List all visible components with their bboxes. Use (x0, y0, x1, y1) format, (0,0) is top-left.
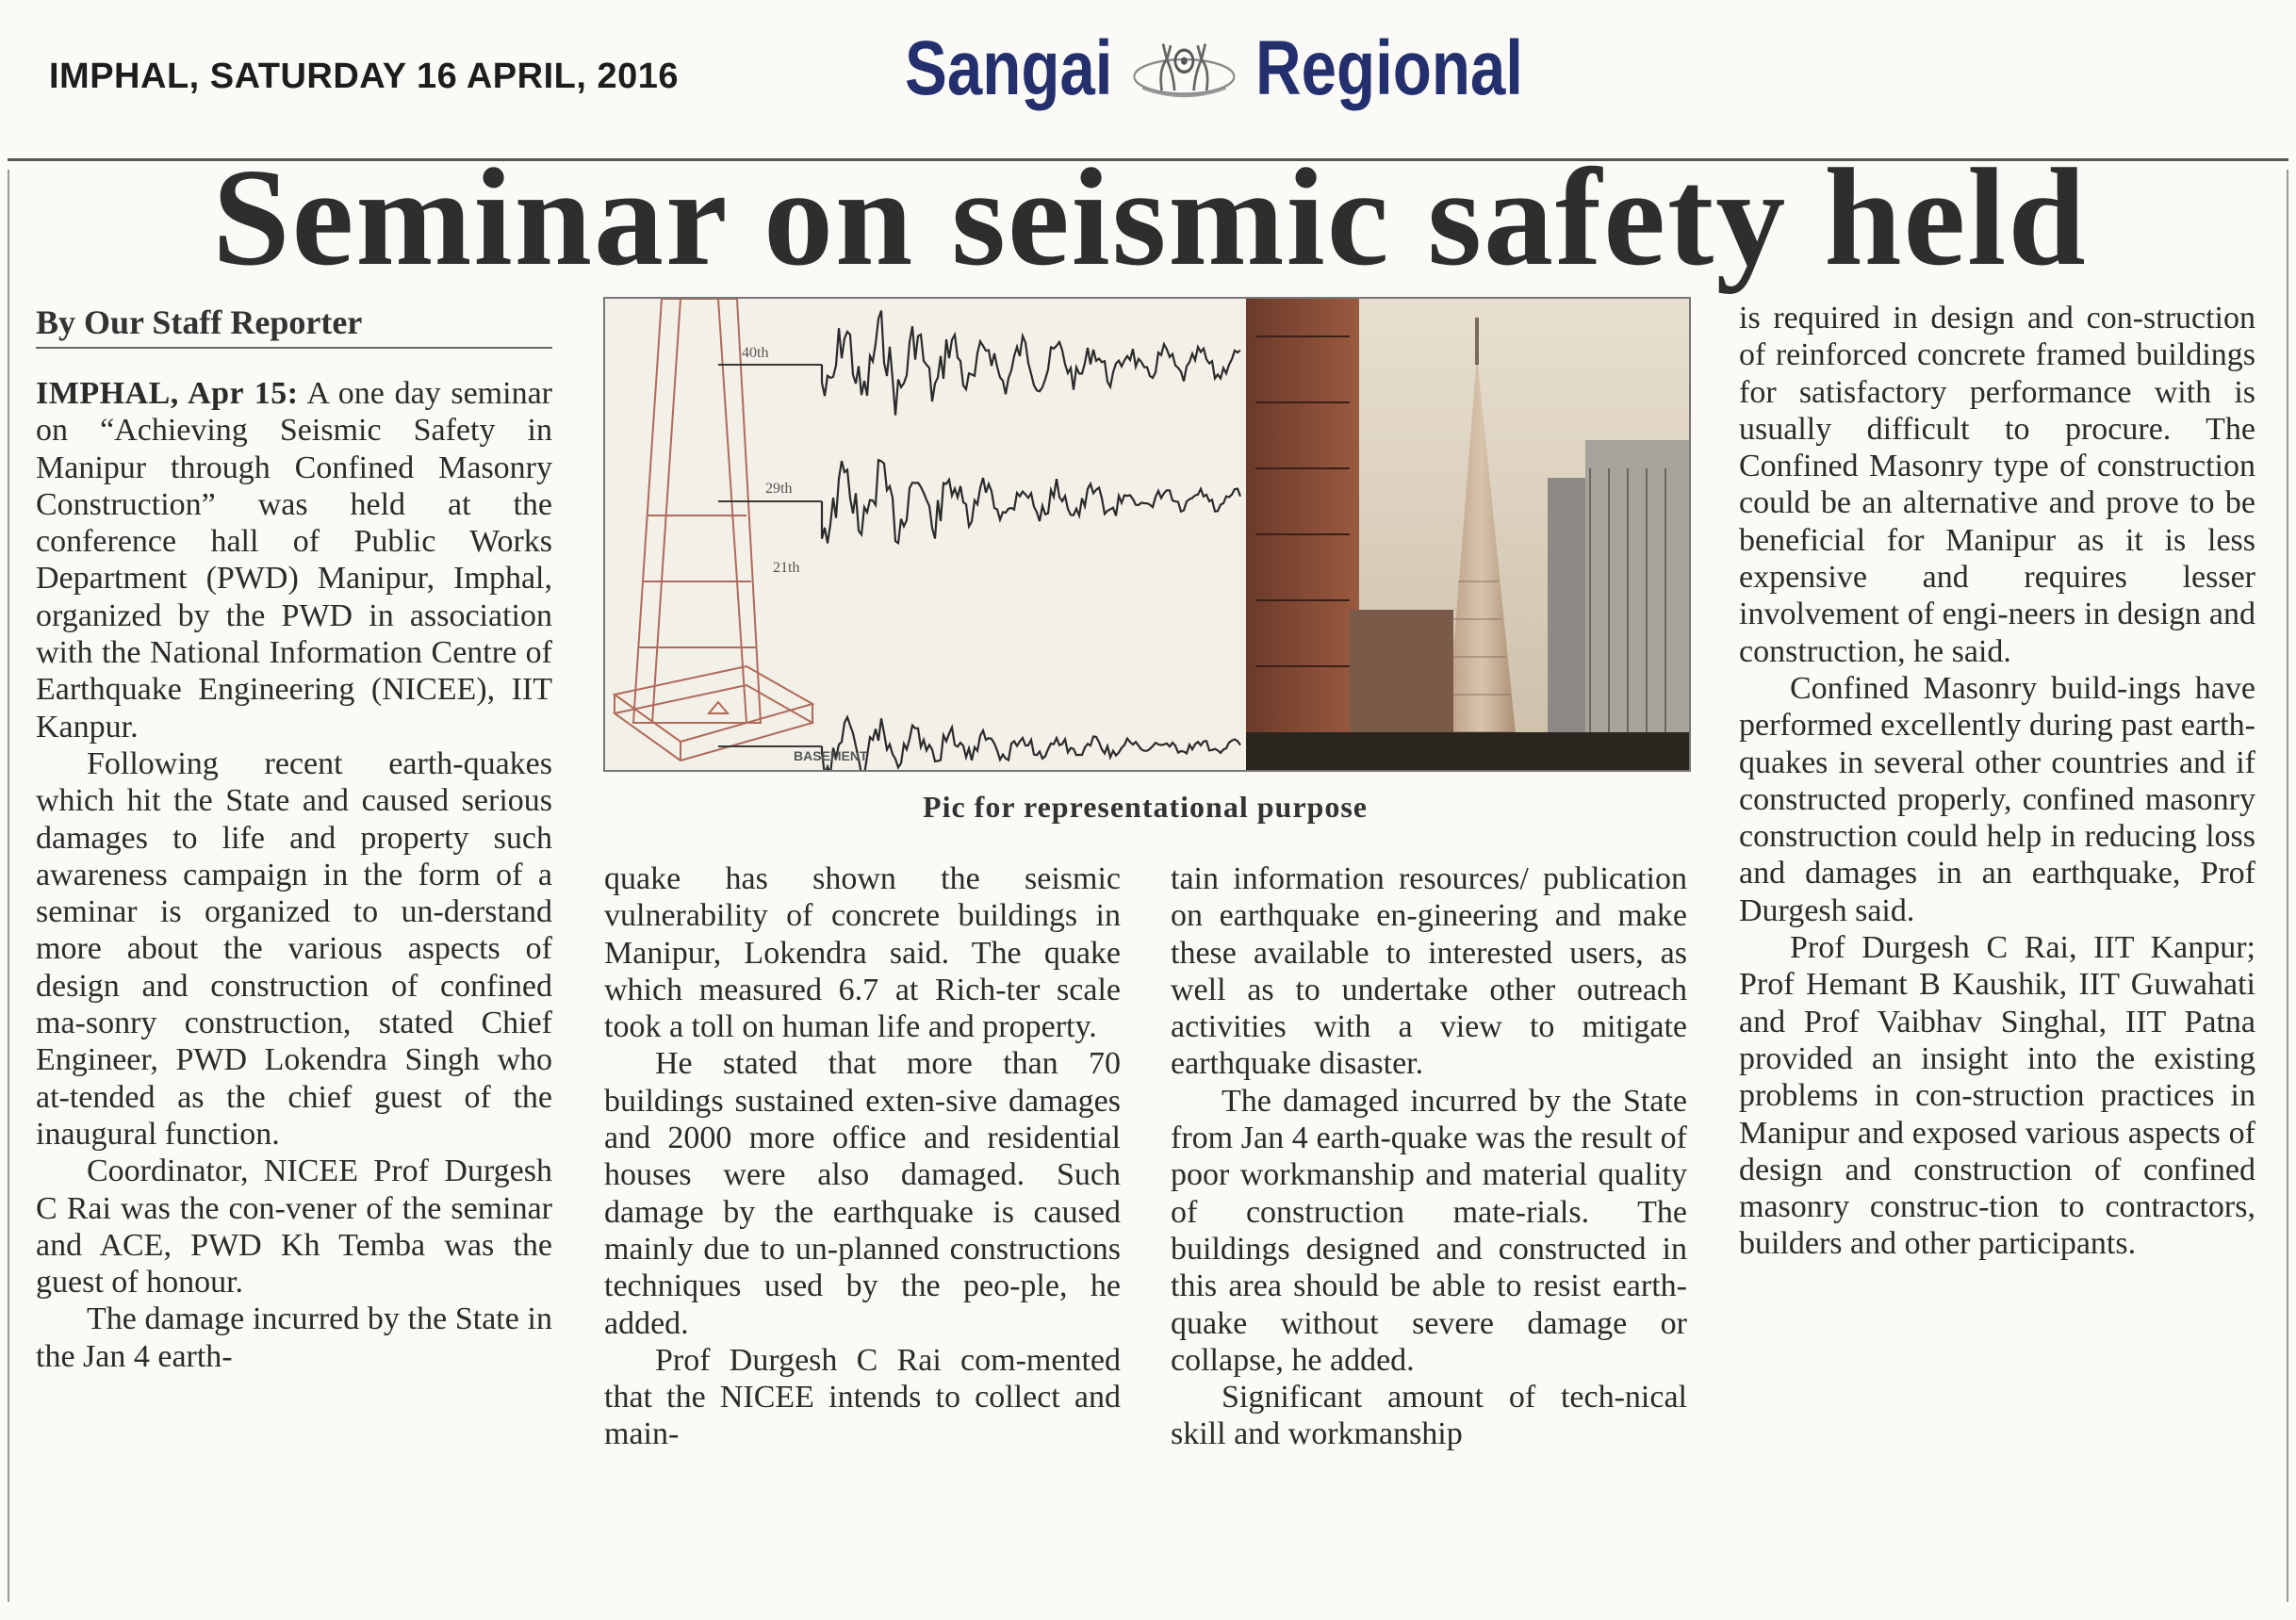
paragraph: Prof Durgesh C Rai com-mented that the NICEE intends to collect and main- (604, 1342, 1121, 1452)
paragraph: Confined Masonry build-ings have performed excellently during past earth-quakes in several other countries and if constructed properly, confined masonry construction could help in reducing loss and damages in an earthquake, Prof Durgesh said. (1739, 670, 2255, 928)
figure-label-mid1: 29th (765, 481, 793, 497)
representational-photo (603, 297, 1691, 772)
twin-deer-emblem-icon (1130, 22, 1239, 116)
article-column-3 (1171, 860, 1687, 1453)
paragraph-text: A one day seminar on “Achieving Seismic Safety in Manipur through Confined Masonry Construction” was held at the conference hall of Public Works Department (PWD) Manipur, Imphal, organized by the PWD in association with the National Information Centre of Earthquake Engineering (NICEE), IIT Kanpur. (36, 376, 552, 745)
paragraph: Prof Durgesh C Rai, IIT Kanpur; Prof Hemant B Kaushik, IIT Guwahati and Prof Vaibhav Singhal, IIT Patna provided an insight into the existing problems in con-struction practices in Manipur and exposed various aspects of design and construction of confined masonry construc-tion to contractors, builders and other participants. (1739, 930, 2255, 1262)
newspaper-masthead (905, 17, 1523, 121)
paragraph: tain information resources/ publication on earthquake en-gineering and make these available to interested users, as well as to undertake other outreach activities with a view to mitigate earthquake disaster. (1171, 861, 1687, 1082)
article-column-2 (604, 860, 1121, 1453)
paper-name-left: Sangai (905, 25, 1113, 111)
paragraph: Coordinator, NICEE Prof Durgesh C Rai was the con-vener of the seminar and ACE, PWD Kh Temba was the guest of honour. (36, 1154, 552, 1301)
article-column-4 (1739, 300, 2255, 1263)
paragraph: quake has shown the seismic vulnerability of concrete buildings in Manipur, Lokendra said. The quake which measured 6.7 at Rich-ter scale took a toll on human life and property. (604, 861, 1121, 1045)
headline: Seminar on seismic safety held (212, 140, 2088, 295)
figure-label-mid2: 21th (773, 560, 800, 576)
paragraph (36, 375, 552, 745)
dateline-lead: IMPHAL, Apr 15: (36, 376, 299, 411)
article-column-1 (36, 375, 552, 1375)
paper-name-right: Regional (1255, 25, 1523, 111)
dateline: IMPHAL, SATURDAY 16 APRIL, 2016 (49, 57, 680, 96)
figure-label-top: 40th (742, 345, 769, 361)
paragraph: Following recent earth-quakes which hit the State and caused serious damages to life and property such awareness campaign in the form of a seminar is organized to un-derstand more about the various aspects of design and construction of confined ma-sonry construction, stated Chief Engineer, PWD Lokendra Singh who at-tended as the chief guest of the inaugural function. (36, 745, 552, 1152)
page-edge-right (2287, 170, 2288, 1602)
photo-caption: Pic for representational purpose (923, 790, 1368, 824)
paragraph: The damage incurred by the State in the Jan 4 earth- (36, 1301, 552, 1374)
paragraph: is required in design and con-struction of reinforced concrete framed buildings for satisfactory performance with is usually difficult to procure. The Confined Masonry type of construction could be an alternative and prove to be beneficial for Manipur as it is less expensive and requires lesser involvement of engi-neers in design and construction, he said. (1739, 301, 2255, 669)
paragraph: Significant amount of tech-nical skill and workmanship (1171, 1380, 1687, 1452)
paragraph: The damaged incurred by the State from Jan 4 earth-quake was the result of poor workmanship and material quality of construction mate-rials. The buildings designed and constructed in this area should be able to resist earth-quake without severe damage or collapse, he added. (1171, 1083, 1687, 1378)
figure-label-basement: BASEMENT (794, 748, 868, 763)
byline: By Our Staff Reporter (36, 303, 552, 349)
page-edge-left (8, 170, 9, 1602)
paragraph: He stated that more than 70 buildings sustained exten-sive damages and 2000 more office and residential houses were also damaged. Such damage by the earthquake is caused mainly due to un-planned constructions techniques used by the peo-ple, he added. (604, 1046, 1121, 1341)
